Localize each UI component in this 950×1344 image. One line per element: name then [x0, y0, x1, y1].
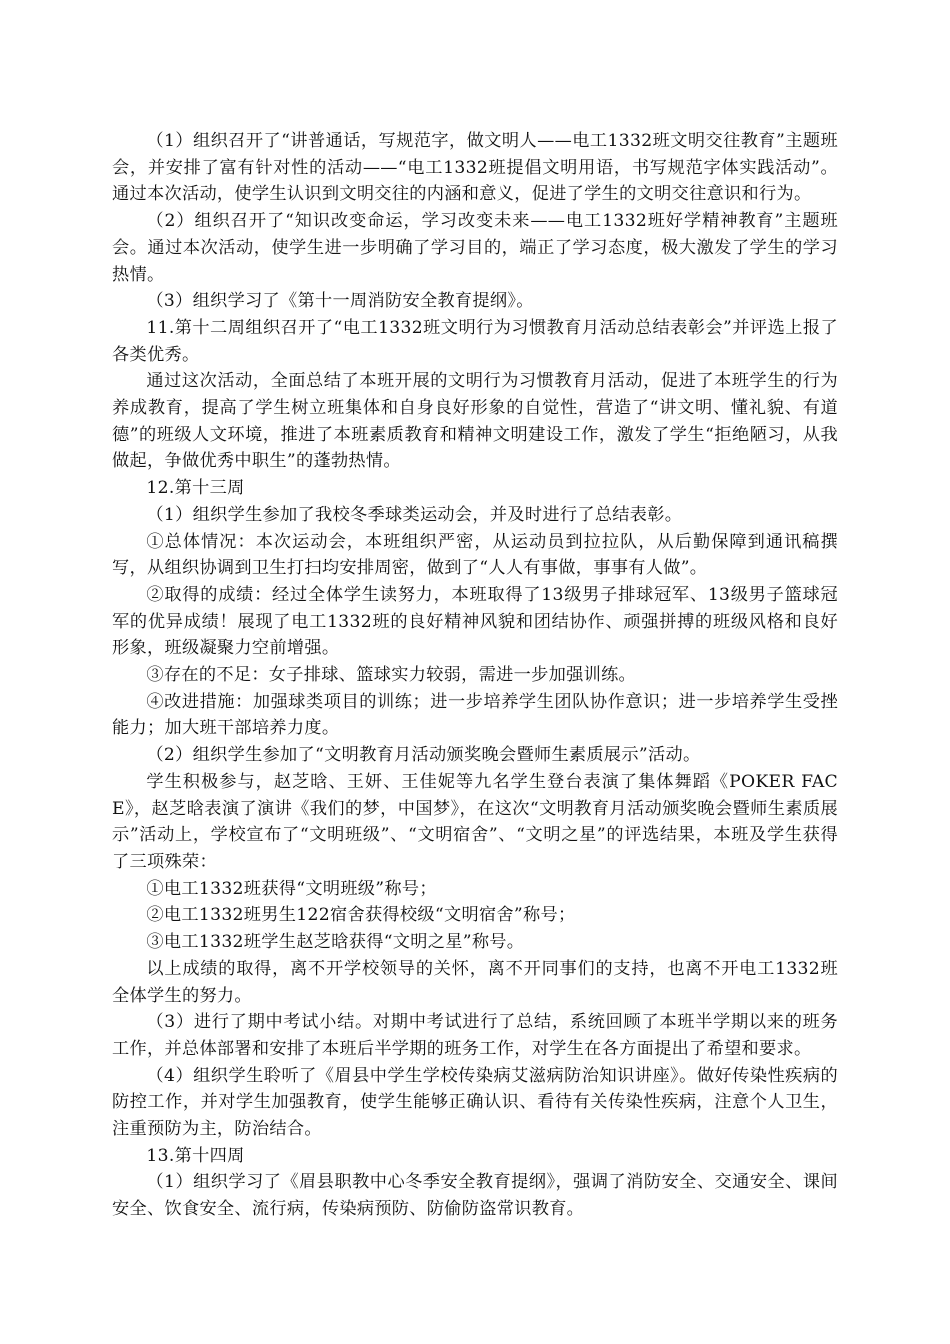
- paragraph-shortcomings: ③存在的不足：女子排球、篮球实力较弱，需进一步加强训练。: [146, 665, 637, 686]
- paragraph-gala-details: 学生积极参与，赵芝晗、王妍、王佳妮等九名学生登台表演了集体舞蹈《POKER FACE》，赵芝晗表演了演讲《我们的梦，中国梦》，在这次“文明教育月活动颁奖晚会暨师生素质展示”活动上，学校宣布了“文明班级”、“文明宿舍”、“文明之星”的评选结果，本班及学生获得了三项殊荣：: [112, 771, 838, 872]
- paragraph-sports-meeting: （1）组织学生参加了我校冬季球类运动会，并及时进行了总结表彰。: [146, 504, 683, 525]
- paragraph-week-13-heading: 12.第十三周: [146, 478, 245, 499]
- paragraph-week-12-summary: 通过这次活动，全面总结了本班开展的文明行为习惯教育月活动，促进了本班学生的行为养成教育，提高了学生树立班集体和自身良好形象的自觉性，营造了“讲文明、懂礼貌、有道德”的班级人文环境，推进了本班素质教育和精神文明建设工作，激发了学生“拒绝陋习，从我做起，争做优秀中职生”的蓬勃热情。: [112, 371, 838, 472]
- paragraph-honor-star: ③电工1332班学生赵芝晗获得“文明之星”称号。: [146, 932, 525, 953]
- paragraph-week-14-heading: 13.第十四周: [146, 1145, 245, 1166]
- paragraph-week-12-heading: 11.第十二周组织召开了“电工1332班文明行为习惯教育月活动总结表彰会”并评选上报了各类优秀。: [112, 317, 838, 365]
- paragraph-acknowledgement: 以上成绩的取得，离不开学校领导的关怀，离不开同事们的支持，也离不开电工1332班全体学生的努力。: [112, 958, 838, 1006]
- paragraph-theme-meeting-civility: （1）组织召开了“讲普通话，写规范字，做文明人——电工1332班文明交往教育”主题班会，并安排了富有针对性的活动——“电工1332班提倡文明用语，书写规范字体实践活动”。通过本次活动，使学生认识到文明交往的内涵和意义，促进了学生的文明交往意识和行为。: [112, 131, 838, 205]
- paragraph-winter-safety: （1）组织学习了《眉县职教中心冬季安全教育提纲》，强调了消防安全、交通安全、课间安全、饮食安全、流行病，传染病预防、防偷防盗常识教育。: [112, 1172, 838, 1220]
- paragraph-midterm-summary: （3）进行了期中考试小结。对期中考试进行了总结，系统回顾了本班半学期以来的班务工作，并总体部署和安排了本班后半学期的班务工作，对学生在各方面提出了希望和要求。: [112, 1012, 838, 1059]
- paragraph-award-gala: （2）组织学生参加了“文明教育月活动颁奖晚会暨师生素质展示”活动。: [146, 745, 701, 766]
- paragraph-overall-situation: ①总体情况：本次运动会，本班组织严密，从运动员到拉拉队，从后勤保障到通讯稿撰写，从组织协调到卫生打扫均安排周密，做到了“人人有事做，事事有人做”。: [112, 531, 838, 579]
- paragraph-fire-safety-outline: （3）组织学习了《第十一周消防安全教育提纲》。: [146, 291, 534, 312]
- paragraph-honor-class: ①电工1332班获得“文明班级”称号；: [146, 878, 437, 899]
- paragraph-disease-lecture: （4）组织学生聆听了《眉县中学生学校传染病艾滋病防治知识讲座》。做好传染性疾病的防控工作，并对学生加强教育，使学生能够正确认识、看待有关传染性疾病，注意个人卫生，注重预防为主，防治结合。: [112, 1065, 838, 1140]
- document-page: [112, 128, 838, 1223]
- paragraph-honor-dorm: ②电工1332班男生122宿舍获得校级“文明宿舍”称号；: [146, 905, 576, 926]
- paragraph-achievements: ②取得的成绩：经过全体学生读努力，本班取得了13级男子排球冠军、13级男子篮球冠军的优异成绩！展现了电工1332班的良好精神风貌和团结协作、顽强拼搏的班级风格和良好形象，班级凝聚力空前增强。: [112, 584, 838, 659]
- paragraph-theme-meeting-study: （2）组织召开了“知识改变命运，学习改变未来——电工1332班好学精神教育”主题班会。通过本次活动，使学生进一步明确了学习目的，端正了学习态度，极大激发了学生的学习热情。: [112, 211, 838, 285]
- paragraph-improvements: ④改进措施：加强球类项目的训练；进一步培养学生团队协作意识；进一步培养学生受挫能力；加大班干部培养力度。: [112, 691, 838, 739]
